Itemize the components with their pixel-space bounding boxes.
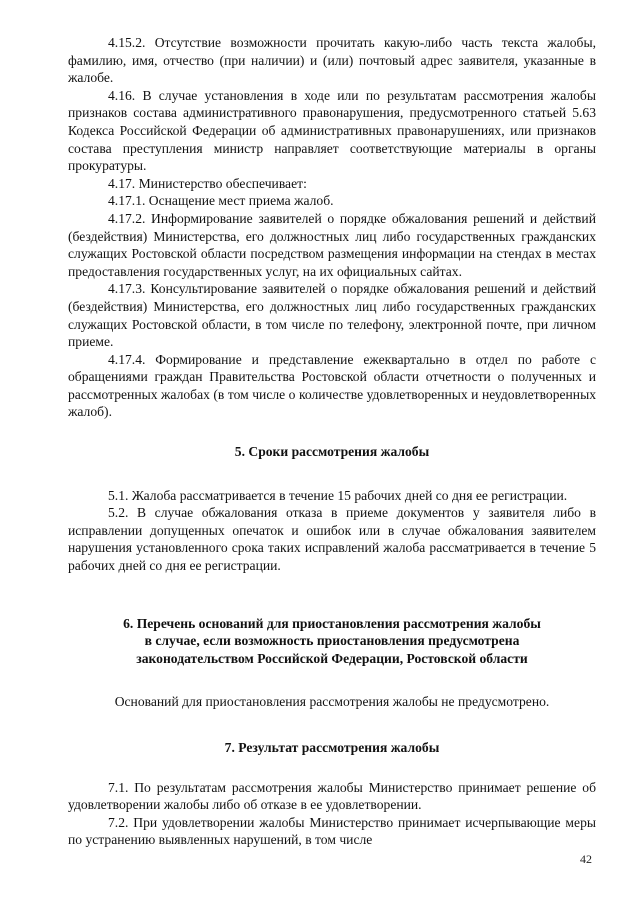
- section-7-heading: 7. Результат рассмотрения жалобы: [224, 740, 440, 755]
- paragraph-4-17-3: 4.17.3. Консультирование заявителей о порядке обжалования решений и действий (бездействия) Министерства, его должностных лиц либо государственных гражданских служащих Ростовской области, в том числе по телефону, электронной почте, при личном приеме.: [68, 281, 596, 350]
- section-6-heading: [68, 615, 596, 668]
- section-6-heading-line-3: законодательством Российской Федерации, Ростовской области: [136, 650, 528, 666]
- paragraph-4-17: 4.17. Министерство обеспечивает:: [108, 175, 307, 191]
- paragraph-4-17-1: 4.17.1. Оснащение мест приема жалоб.: [108, 193, 334, 209]
- paragraph-4-17-2: 4.17.2. Информирование заявителей о порядке обжалования решений и действий (бездействия) Министерства, его должностных лиц либо государственных гражданских служащих Ростовской области посредством размещения информации на стендах в местах предоставления государственных услуг, на их официальных сайтах.: [68, 210, 596, 279]
- paragraph-4-16: 4.16. В случае установления в ходе или по результатам рассмотрения жалобы признаков состава административного правонарушения, предусмотренного статьей 5.63 Кодекса Российской Федерации об административных правонарушениях, или признаков состава преступления министр направляет соответствующие материалы в органы прокуратуры.: [68, 87, 596, 174]
- paragraph-7-2: 7.2. При удовлетворении жалобы Министерство принимает исчерпывающие меры по устранению выявленных нарушений, в том числе: [68, 814, 596, 848]
- page-number: 42: [580, 852, 592, 866]
- paragraph-5-2: 5.2. В случае обжалования отказа в приеме документов у заявителя либо в исправлении допущенных опечаток и ошибок или в случае обжалования заявителем нарушения установленного срока таких исправлений жалоба рассматривается в течение 5 рабочих дней со дня ее регистрации.: [68, 505, 596, 574]
- section-6-heading-line-2: в случае, если возможность приостановления предусмотрена: [144, 633, 520, 649]
- paragraph-4-15-2: 4.15.2. Отсутствие возможности прочитать какую-либо часть текста жалобы, фамилию, имя, отчество (при наличии) и (или) почтовый адрес заявителя, указанные в жалобе.: [68, 35, 596, 86]
- section-6-heading-line-1: 6. Перечень оснований для приостановления рассмотрения жалобы: [123, 615, 541, 631]
- document-page: [68, 34, 596, 849]
- paragraph-5-1: 5.1. Жалоба рассматривается в течение 15 рабочих дней со дня ее регистрации.: [108, 487, 568, 503]
- paragraph-7-1: 7.1. По результатам рассмотрения жалобы Министерство принимает решение об удовлетворении жалобы либо об отказе в ее удовлетворении.: [68, 779, 596, 813]
- paragraph-4-17-4: 4.17.4. Формирование и представление ежеквартально в отдел по работе с обращениями граждан Правительства Ростовской области отчетности о полученных и рассмотренных жалобах (в том числе о количестве удовлетворенных и неудовлетворенных жалоб).: [68, 351, 596, 420]
- section-5-heading: 5. Сроки рассмотрения жалобы: [234, 444, 430, 460]
- section-6-text: Оснований для приостановления рассмотрения жалобы не предусмотрено.: [114, 694, 550, 710]
